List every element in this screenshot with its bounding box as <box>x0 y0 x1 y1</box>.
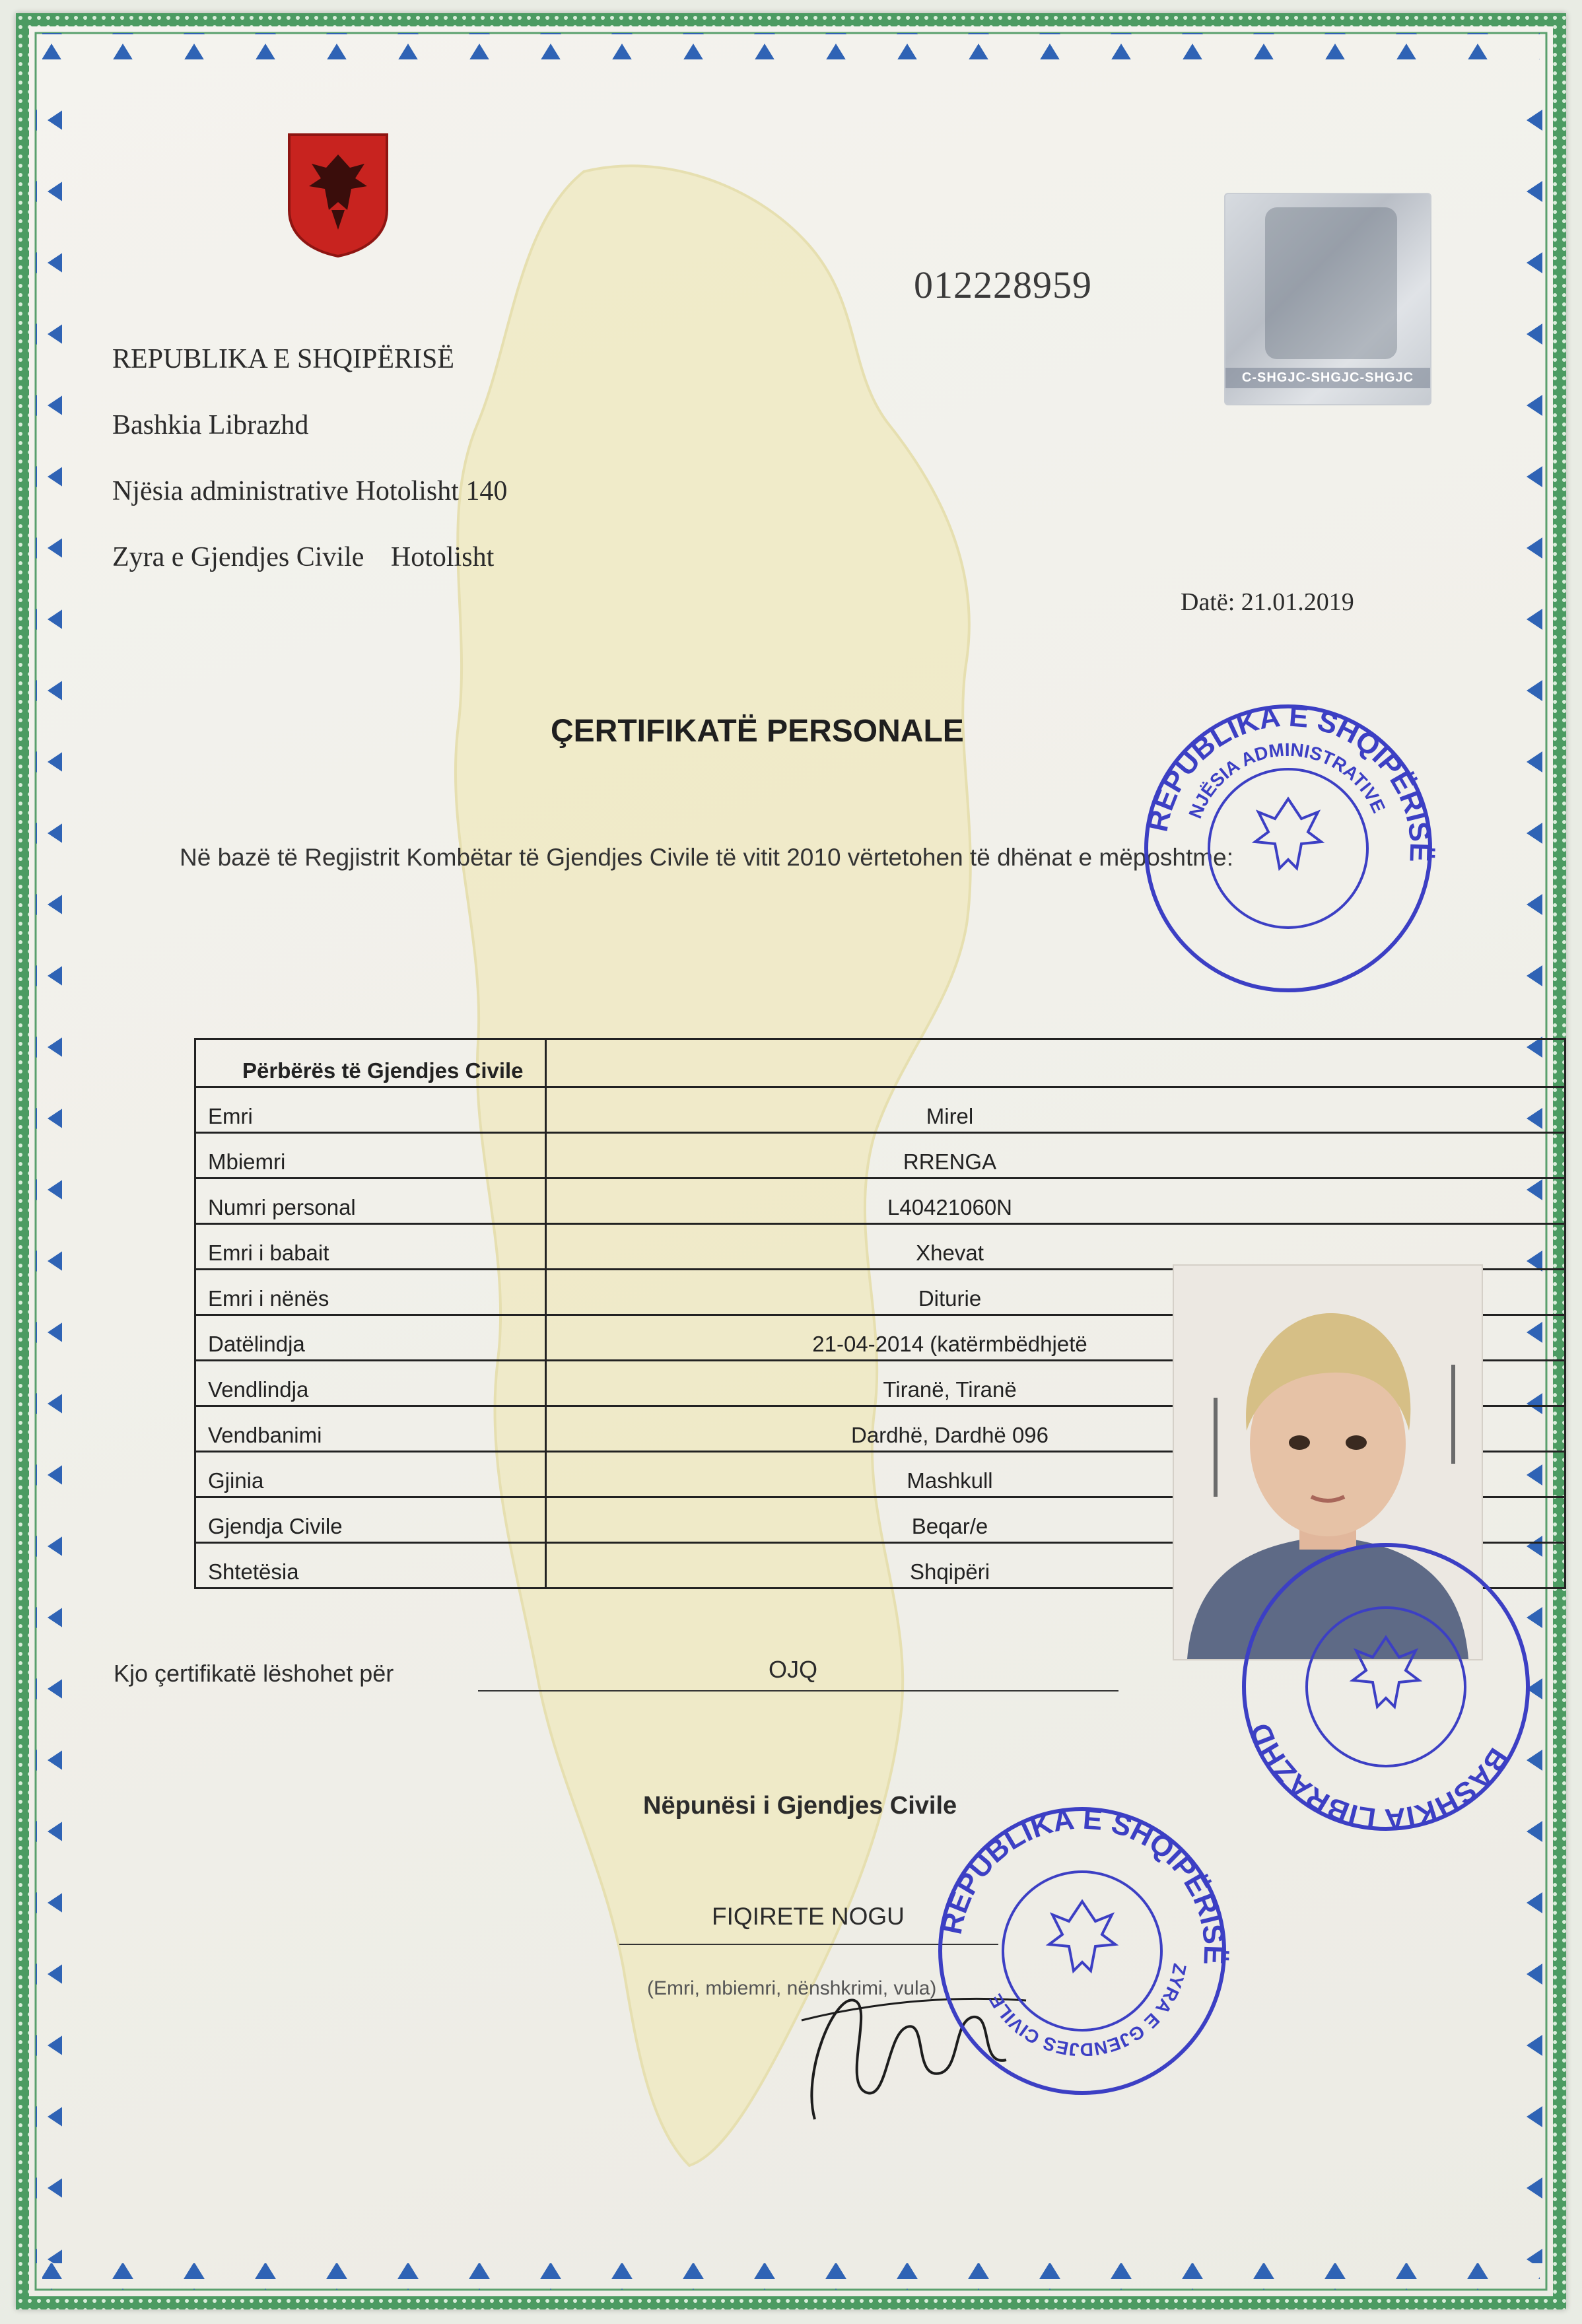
table-row <box>195 1224 1565 1270</box>
stamp-eagle-icon <box>1049 1901 1115 1971</box>
row-value: L40421060N <box>546 1179 1565 1224</box>
official-stamp-2 <box>1231 1532 1541 1842</box>
header-municipality: Bashkia Librazhd <box>112 410 309 440</box>
row-label: Emri i babait <box>195 1224 546 1270</box>
row-value: Tiranë, Tiranë <box>546 1361 1565 1406</box>
serial-number: 012228959 <box>914 263 1092 306</box>
issued-for-label: Kjo çertifikatë lëshohet për <box>114 1660 394 1687</box>
row-value: Shqipëri <box>546 1543 1565 1589</box>
hologram-text: C-SHGJC-SHGJC-SHGJC <box>1225 368 1430 388</box>
security-hologram <box>1224 193 1431 405</box>
row-label: Shtetësia <box>195 1543 546 1589</box>
issue-date: Datë: 21.01.2019 <box>1181 588 1354 616</box>
officer-title: Nëpunësi i Gjendjes Civile <box>643 1792 957 1820</box>
header-office-place: Hotolisht <box>390 542 495 572</box>
stamp-2-ring-bottom: BASHKIA LIBRAZHD <box>1244 1718 1515 1835</box>
header-admin-unit: Njësia administrative Hotolisht 140 <box>112 476 508 506</box>
issued-for-line <box>478 1690 1118 1692</box>
hologram-emblem-icon <box>1265 207 1397 359</box>
intro-text: Në bazë të Regjistrit Kombëtar të Gjendjes Civile të vitit 2010 vërtetohen të dhënat e mëposhtme: <box>180 844 1233 871</box>
row-label: Vendbanimi <box>195 1406 546 1452</box>
table-row <box>195 1133 1565 1179</box>
header-office <box>112 541 494 573</box>
row-label: Emri i nënës <box>195 1270 546 1315</box>
stamp-1-ring-top: REPUBLIKA E SHQIPËRISË <box>1141 700 1437 863</box>
official-stamp-1 <box>1133 693 1443 1004</box>
row-label: Numri personal <box>195 1179 546 1224</box>
table-header-label: Përbërës të Gjendjes Civile <box>195 1039 546 1087</box>
stamp-3-ring-top: REPUBLIKA E SHQIPËRISË <box>935 1802 1231 1965</box>
stamp-eagle-icon <box>1255 799 1321 868</box>
row-value: Mirel <box>546 1087 1565 1133</box>
row-value: Beqar/e <box>546 1497 1565 1543</box>
albanian-eagle-emblem <box>285 131 391 259</box>
row-label: Gjinia <box>195 1452 546 1497</box>
official-stamp-3 <box>927 1796 1237 2106</box>
stamp-3-ring-side: ZYRA E GJENDJES CIVILE <box>985 1962 1190 2061</box>
row-value: Mashkull <box>546 1452 1565 1497</box>
row-label: Mbiemri <box>195 1133 546 1179</box>
row-value: Dardhë, Dardhë 096 <box>546 1406 1565 1452</box>
row-label: Vendlindja <box>195 1361 546 1406</box>
row-value: 21-04-2014 (katërmbëdhjetë <box>546 1315 1565 1361</box>
row-label: Datëlindja <box>195 1315 546 1361</box>
stamp-1-ring-inner: NJËSIA ADMINISTRATIVE <box>1185 739 1390 821</box>
certificate-sheet <box>16 13 1566 2309</box>
officer-caption: (Emri, mbiemri, nënshkrimi, vula) <box>647 1977 937 1999</box>
table-header-empty <box>546 1039 1565 1087</box>
table-row <box>195 1087 1565 1133</box>
table-header-row <box>195 1039 1565 1087</box>
row-value: Diturie <box>546 1270 1565 1315</box>
header-country: REPUBLIKA E SHQIPËRISË <box>112 344 455 374</box>
row-label: Gjendja Civile <box>195 1497 546 1543</box>
header-office-label: Zyra e Gjendjes Civile <box>112 542 364 572</box>
row-value: Xhevat <box>546 1224 1565 1270</box>
table-row <box>195 1179 1565 1224</box>
row-label: Emri <box>195 1087 546 1133</box>
stamp-eagle-icon <box>1353 1637 1419 1707</box>
issued-for-value: OJQ <box>769 1656 818 1683</box>
page-title: ÇERTIFIKATË PERSONALE <box>551 714 964 749</box>
officer-name: FIQIRETE NOGU <box>712 1903 905 1930</box>
row-value: RRENGA <box>546 1133 1565 1179</box>
